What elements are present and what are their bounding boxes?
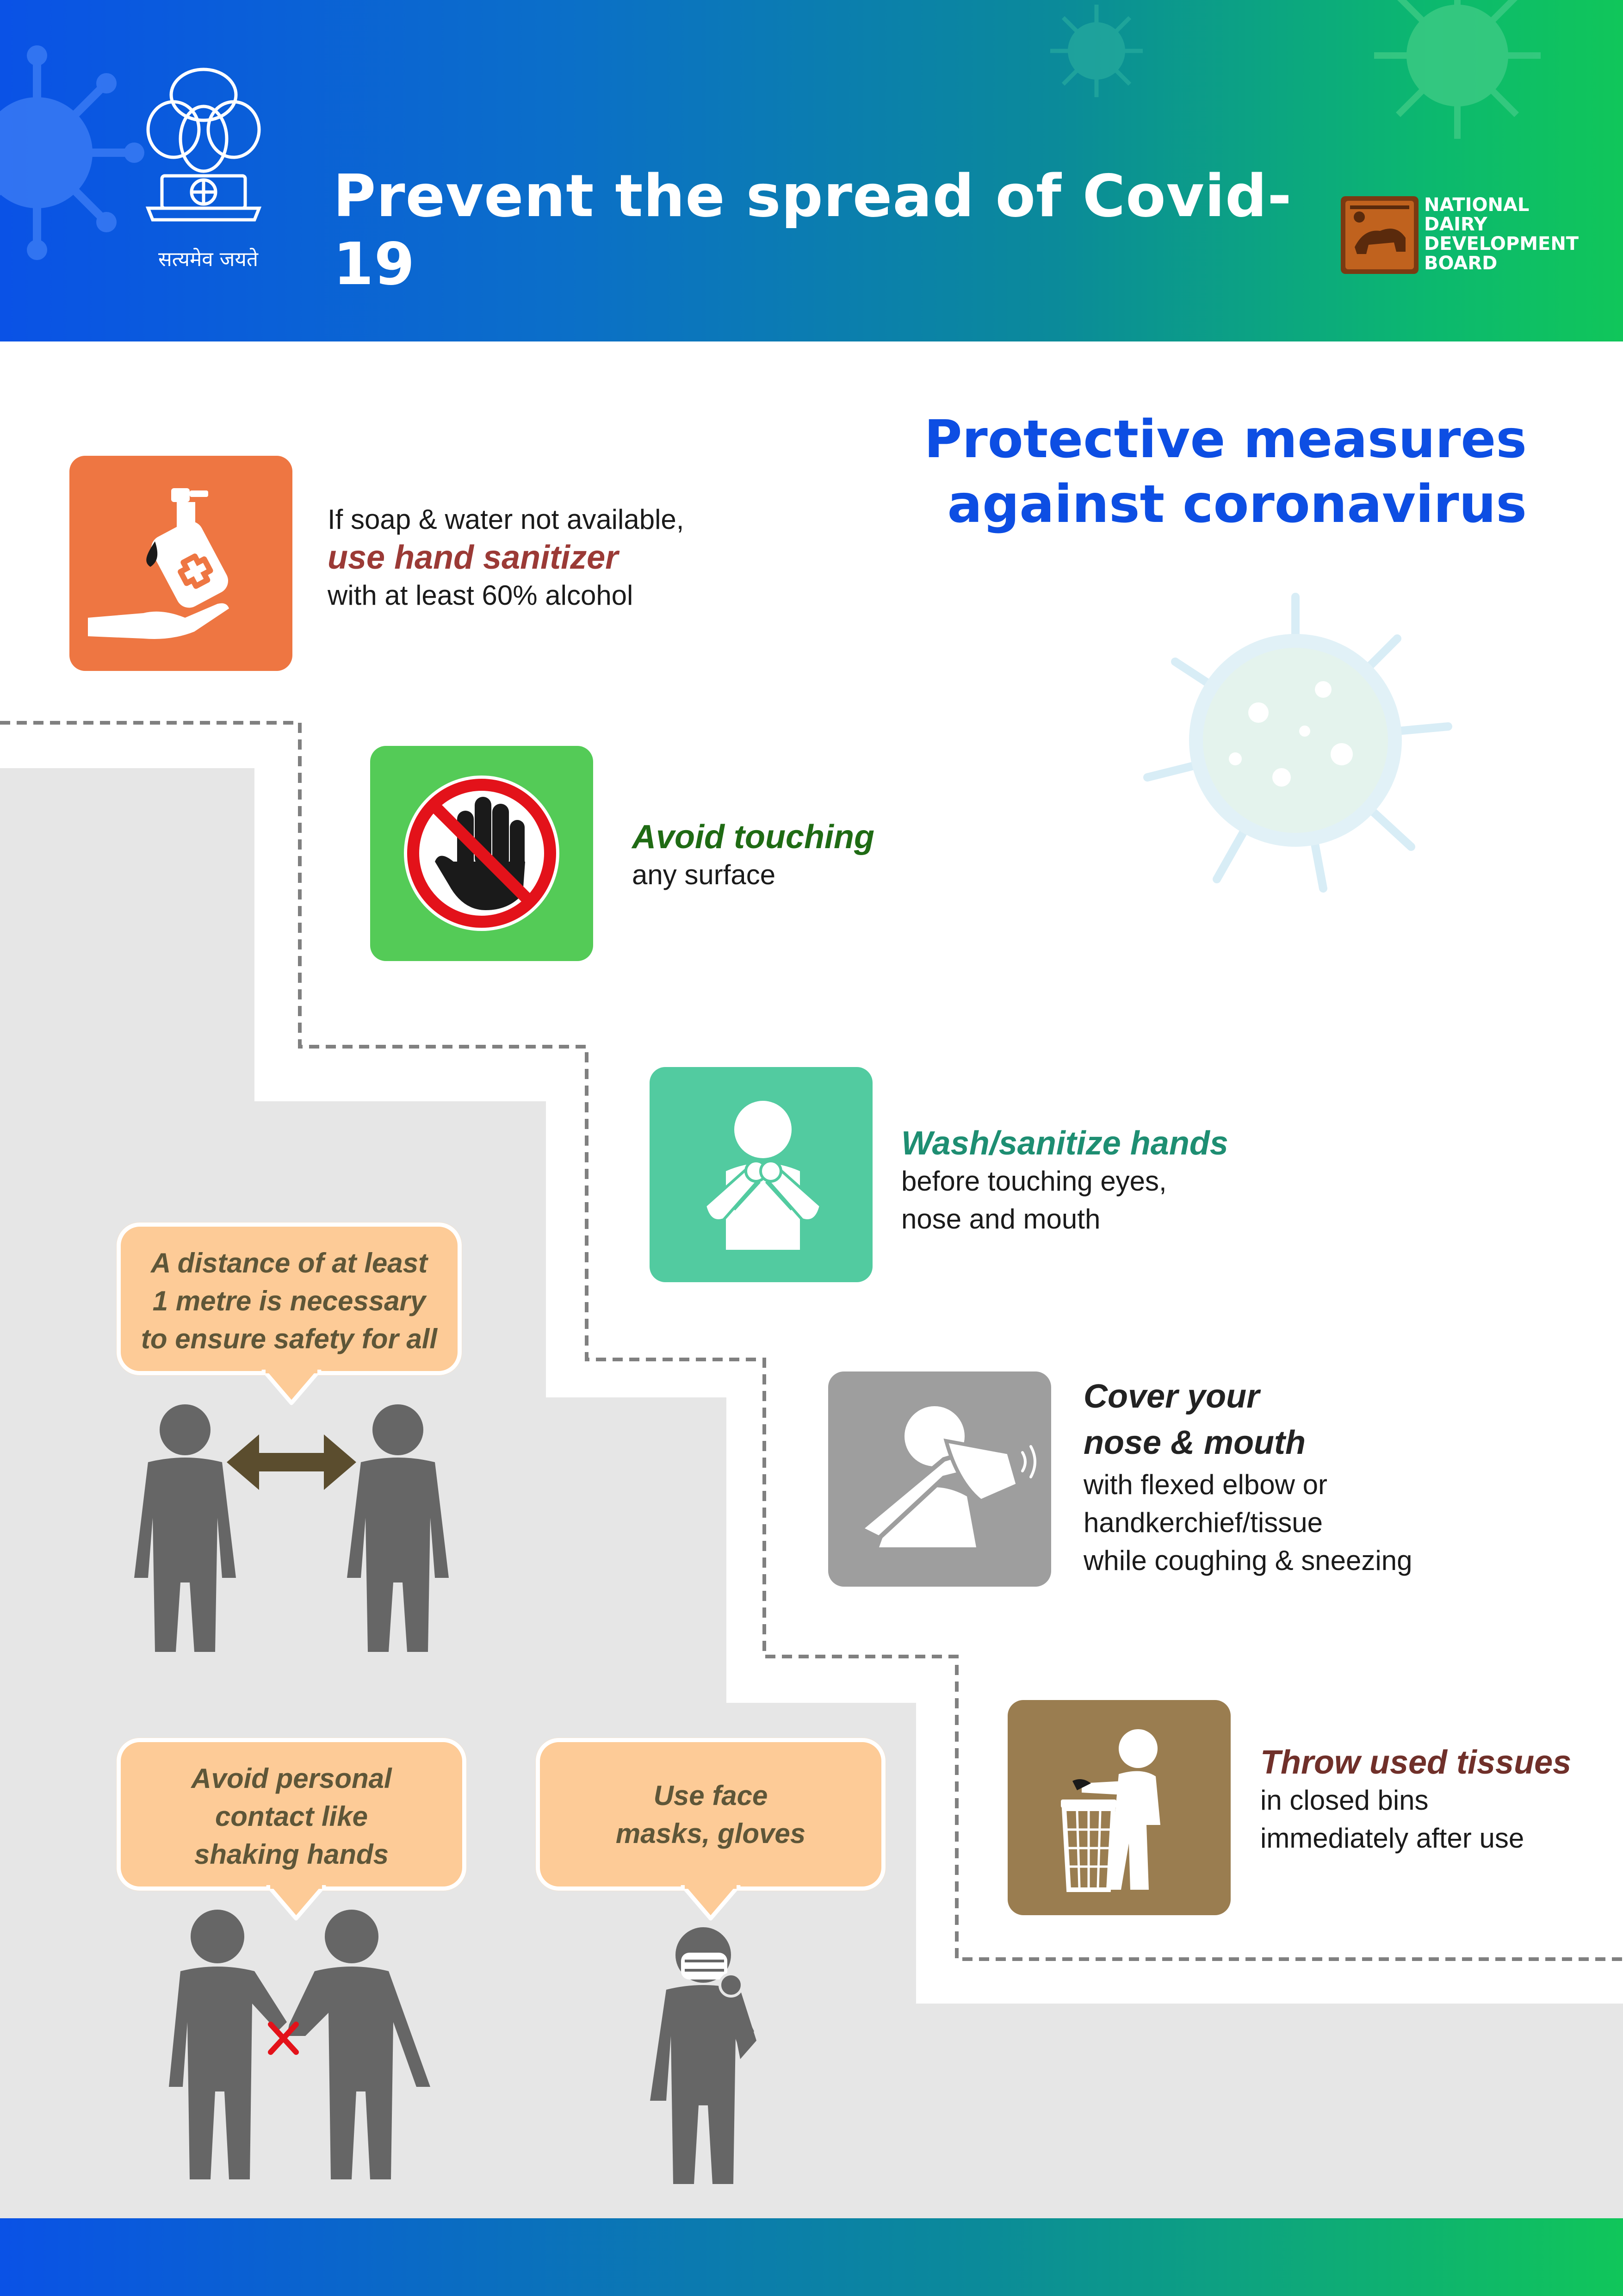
measure-heading: use hand sanitizer [328,539,619,576]
bubble-line: Use face [653,1780,768,1811]
cover-mouth-tile [828,1371,1051,1587]
logo-line: BOARD [1424,253,1498,274]
bubble-line: A distance of at least [151,1247,427,1278]
hand-sanitizer-icon [69,456,292,671]
footer-bar [0,2218,1623,2296]
no-handshake-icon [167,1906,435,2184]
measure-detail: before touching eyes, [901,1166,1167,1197]
wash-hands-text [901,1124,1456,1238]
measure-detail: immediately after use [1260,1823,1524,1854]
bubble-line: shaking hands [194,1839,389,1870]
contact-bubble [117,1738,466,1891]
wash-hands-tile [650,1067,873,1282]
bubble-tail [259,1370,324,1407]
no-touch-text [632,818,1095,894]
page-title: Prevent the spread of Covid-19 [333,162,1292,298]
mask-bubble [536,1738,886,1891]
measure-detail: any surface [632,859,776,890]
no-touch-icon [370,746,593,961]
distance-bubble [117,1222,462,1375]
measure-intro: If soap & water not available, [328,504,684,535]
no-touch-tile [370,746,593,961]
cough-elbow-icon [828,1371,1051,1587]
measure-heading: Cover your [1084,1378,1260,1415]
measure-detail: handkerchief/tissue [1084,1507,1323,1538]
bubble-line: contact like [215,1801,368,1832]
bubble-line: masks, gloves [615,1818,806,1849]
face-touch-icon [650,1067,873,1282]
section-title [879,407,1527,537]
emblem-motto: सत्यमेव जयते [158,248,259,271]
section-title-line: Protective measures [924,410,1527,470]
throw-tissues-text [1260,1744,1621,1857]
social-distance-icon [120,1402,463,1661]
bubble-line: 1 metre is necessary [152,1285,426,1316]
bubble-tail [678,1885,743,1922]
measure-heading: nose & mouth [1084,1424,1306,1461]
measure-heading: Wash/sanitize hands [901,1125,1228,1162]
measure-detail: with flexed elbow or [1084,1469,1327,1500]
sanitizer-text [328,501,975,614]
sanitizer-tile [69,456,292,671]
measure-detail: while coughing & sneezing [1084,1545,1412,1576]
measure-detail: in closed bins [1260,1785,1429,1816]
measure-detail: nose and mouth [901,1204,1101,1235]
bubble-line: to ensure safety for all [141,1323,438,1354]
logo-line: DAIRY [1424,214,1487,235]
face-mask-icon [643,1920,782,2189]
measure-heading: Avoid touching [632,819,874,856]
measure-heading: Throw used tissues [1260,1744,1572,1781]
measure-detail: with at least 60% alcohol [328,580,633,611]
logo-line: NATIONAL [1424,194,1530,216]
logo-line: DEVELOPMENT [1424,233,1579,254]
cover-mouth-text [1084,1373,1592,1580]
throw-tissues-tile [1008,1700,1231,1915]
trash-bin-icon [1008,1700,1231,1915]
section-title-line: against coronavirus [947,474,1527,534]
bubble-line: Avoid personal [191,1763,392,1794]
